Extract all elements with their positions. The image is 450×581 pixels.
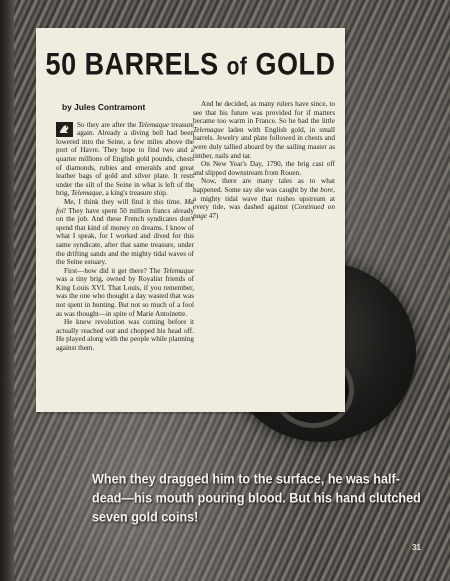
text-run: They have spent 50 million francs already on the job. And these French syndicates don't spend that kind of money on dreams. I know of what I speak, for I worked and dived for this same syndicate, after that same treasure, under the drifting sands and the mighty tidal waves of the Seine estuary. <box>56 206 194 267</box>
article-paragraph <box>56 267 194 319</box>
text-run: treasure again. Already a diving bell had been lowered into the Seine, a few miles above the port of Havre. They hope to find two and a quarter millions of English gold pounds, chests of diamonds, rubies and emeralds and great leather bags of gold and silver plate. It rests under the silt of the Seine in what is left of the brig, <box>56 120 194 198</box>
headline-of: of <box>226 53 248 81</box>
article-paragraph <box>56 318 194 352</box>
page-number: 31 <box>412 543 421 552</box>
text-run: 47) <box>206 211 219 220</box>
headline-main: 50 BARRELS <box>45 46 219 82</box>
article-column-right <box>193 100 335 220</box>
italic-run: Continued on page <box>193 203 335 220</box>
text-run: And he decided, as many rulers have since, to see that his future was provided for if matters became too warm in France. So he had the little <box>193 100 335 126</box>
article-paragraph <box>56 198 194 267</box>
italic-run: Telemaque <box>193 125 224 134</box>
article-paragraph <box>193 100 335 160</box>
article-paragraph <box>193 177 335 220</box>
byline: by Jules Contramont <box>62 102 146 112</box>
headline-end: GOLD <box>255 46 336 82</box>
article-column-left <box>56 100 194 353</box>
headline <box>36 46 345 83</box>
text-run: , a mighty tidal wave that rushes upstream at every tide, was dashed against ( <box>193 185 335 212</box>
seahorse-icon <box>58 124 71 135</box>
text-run: was a tiny brig, owned by Royalist friends of King Louis XVI. That Louis, if you remember, was the one who thought a day wasted that was not spent in hunting. But not so much of a fool as was thought—in spite of Marie Antoinette. <box>56 275 194 318</box>
text-run: , a king's treasure ship. <box>102 189 168 198</box>
left-column-body <box>56 121 194 353</box>
italic-run: Ma foi! <box>56 197 194 215</box>
text-run: So they are after the <box>77 120 139 129</box>
italic-run: Telemaque <box>163 266 194 275</box>
italic-run: bore <box>320 185 334 194</box>
text-run: He knew revolution was coming before it actually reached out and chopped his head off. He played along with the people while planning against them. <box>56 318 194 353</box>
dropcap-seahorse <box>56 122 73 137</box>
text-run: laden with English gold, in small barrels. Jewelry and plate followed in chests and were duly tallied aboard by the sailing master as timber, nails and tar. <box>193 125 335 160</box>
text-run: Me, I think they will find it this time. <box>64 197 185 206</box>
italic-run: Telemaque <box>71 189 103 198</box>
photo-caption: When they dragged him to the surface, he was half-dead—his mouth pouring blood. But his hand clutched seven gold coins! <box>92 471 421 525</box>
text-run: Now, there are many tales as to what happened. Some say she was caught by the <box>193 177 335 194</box>
italic-run: Telemaque <box>138 120 170 129</box>
text-run: First—how did it get there? The <box>64 266 164 275</box>
text-run: On New Year's Day, 1790, the brig cast off and slipped downstream from Rouen. <box>193 160 335 177</box>
article-paragraph <box>56 121 194 198</box>
article-paragraph <box>193 160 335 177</box>
right-column-body <box>193 100 335 220</box>
article-panel <box>36 28 345 412</box>
binding-spine <box>0 0 14 581</box>
